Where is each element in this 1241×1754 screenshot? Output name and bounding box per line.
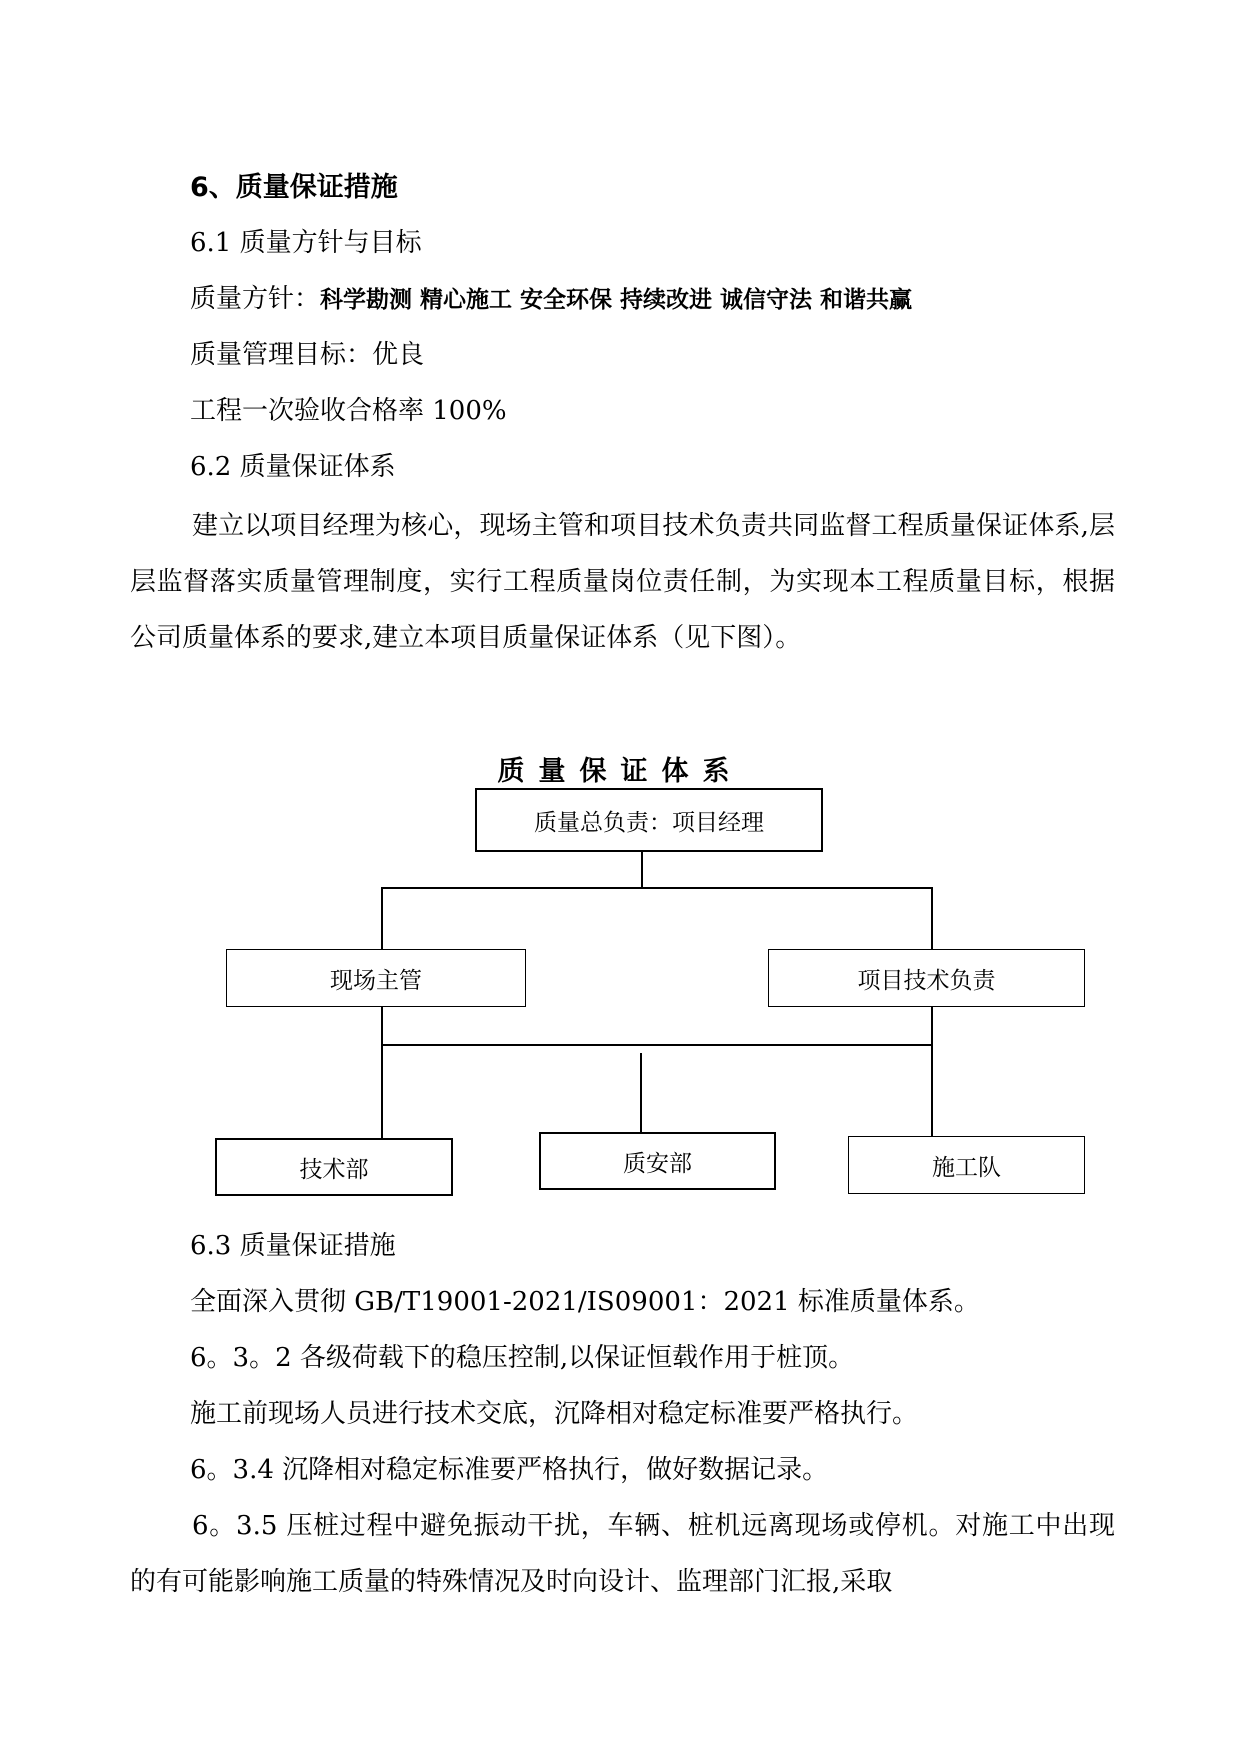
- org-box-technical-dept-label: 技术部: [299, 1156, 369, 1183]
- measure-item-3: 施工前现场人员进行技术交底，沉降相对稳定标准要严格执行。: [190, 1399, 919, 1429]
- org-box-quality-safety-dept-label: 质安部: [623, 1150, 692, 1177]
- subsection-6-3-heading: 6.3 质量保证措施: [190, 1231, 396, 1261]
- connector-top-stem: [641, 850, 643, 888]
- org-box-project-manager: [475, 788, 823, 852]
- connector-mid-left-down: [381, 1005, 383, 1045]
- section-heading: 6、质量保证措施: [190, 172, 398, 203]
- org-box-quality-safety-dept: [539, 1132, 776, 1190]
- org-box-site-supervisor-label: 现场主管: [330, 967, 422, 994]
- measure-item-2: 6。3。2 各级荷载下的稳压控制,以保证恒载作用于桩顶。: [190, 1343, 855, 1373]
- quality-policy-label: 质量方针：: [190, 284, 321, 314]
- measure-item-5: 6。3.5 压桩过程中避免振动干扰，车辆、桩机远离现场或停机。对施工中出现的有可能影响施工质量的特殊情况及时向设计、监理部门汇报,采取: [130, 1511, 1115, 1597]
- connector-bottom-bar: [381, 1044, 933, 1046]
- quality-policy-values: 科学勘测 精心施工 安全环保 持续改进 诚信守法 和谐共赢: [320, 287, 913, 313]
- org-chart-title: 质量保证体系: [497, 756, 744, 787]
- subsection-6-1-heading: 6.1 质量方针与目标: [190, 228, 422, 258]
- org-box-construction-team: [848, 1136, 1085, 1194]
- quality-policy-line: [190, 283, 912, 316]
- org-box-technical-lead: [768, 949, 1085, 1007]
- connector-to-bottom-left: [381, 1044, 383, 1140]
- quality-goal: 质量管理目标：优良: [190, 340, 425, 370]
- connector-to-mid-right: [931, 887, 933, 952]
- org-box-technical-dept: [215, 1138, 453, 1196]
- measure-item-4: 6。3.4 沉降相对稳定标准要严格执行，做好数据记录。: [190, 1455, 829, 1485]
- org-box-technical-lead-label: 项目技术负责: [857, 967, 996, 994]
- connector-to-bottom-right: [931, 1044, 933, 1138]
- connector-to-mid-left: [381, 887, 383, 952]
- measure-item-1: 全面深入贯彻 GB/T19001-2021/IS09001：2021 标准质量体系。: [190, 1287, 980, 1317]
- connector-to-bottom-center: [640, 1053, 642, 1135]
- subsection-6-2-heading: 6.2 质量保证体系: [190, 452, 396, 482]
- org-box-construction-team-label: 施工队: [932, 1154, 1001, 1181]
- org-box-project-manager-label: 质量总负责：项目经理: [534, 809, 764, 836]
- acceptance-rate: 工程一次验收合格率 100%: [190, 396, 507, 426]
- connector-mid-right-down: [931, 1005, 933, 1045]
- org-box-site-supervisor: [226, 949, 526, 1007]
- system-paragraph: 建立以项目经理为核心，现场主管和项目技术负责共同监督工程质量保证体系,层层监督落实质量管理制度，实行工程质量岗位责任制，为实现本工程质量目标，根据公司质量体系的要求,建立本项目质量保证体系（见下图）。: [130, 511, 1115, 653]
- connector-top-bar: [381, 887, 933, 889]
